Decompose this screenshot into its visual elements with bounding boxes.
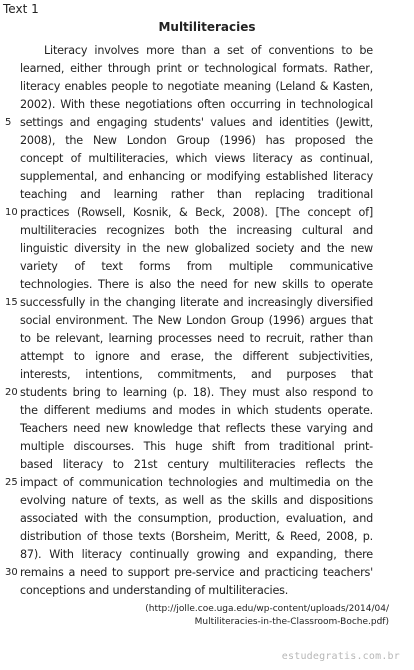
text-line: conceptions and understanding of multiliteracies. (20, 584, 289, 597)
text-line: 87). With literacy continually growing and expanding, there (20, 548, 373, 561)
text-number-label: Text 1 (3, 2, 39, 16)
text-line: students bring to learning (p. 18). They must also respond to (20, 386, 373, 399)
document-title: Multiliteracies (158, 20, 256, 34)
text-line: settings and engaging students' values and identities (Jewitt, (20, 116, 373, 129)
text-line: associated with the consumption, production, evaluation, and (20, 512, 373, 525)
text-line: impact of communication technologies and multimedia on the (20, 476, 373, 489)
text-line: literacy enables people to negotiate meaning (Leland & Kasten, (20, 80, 373, 93)
text-line: supplemental, and enhancing or modifying established literacy (20, 170, 373, 183)
line-number: 25 (5, 477, 18, 488)
source-citation-line-1: (http://jolle.coe.uga.edu/wp-content/uploads/2014/04/ (145, 604, 389, 614)
line-number: 5 (5, 117, 12, 128)
text-line: Teachers need new knowledge that reflects these varying and (20, 422, 373, 435)
source-citation-line-2: Multiliteracies-in-the-Classroom-Boche.pdf) (194, 617, 389, 627)
text-line: evolving nature of texts, as well as the skills and dispositions (20, 494, 373, 507)
line-number: 10 (5, 207, 18, 218)
line-number: 15 (5, 297, 18, 308)
text-line: distribution of those texts (Borsheim, Meritt, & Reed, 2008, p. (20, 530, 373, 543)
text-line: 2008), the New London Group (1996) has proposed the (20, 134, 373, 147)
text-line: multiliteracies recognizes both the increasing cultural and (20, 224, 373, 237)
text-line: linguistic diversity in the new globalized society and the new (20, 242, 373, 255)
watermark: estudegratis.com.br (281, 651, 400, 662)
text-line: to be relevant, learning processes need to recruit, rather than (20, 332, 373, 345)
text-line: remains a need to support pre-service and practicing teachers' (20, 566, 373, 579)
text-line: multiple discourses. This huge shift from traditional print- (20, 440, 373, 453)
text-line: the different mediums and modes in which students operate. (20, 404, 373, 417)
text-line: learned, either through print or technological formats. Rather, (20, 62, 373, 75)
text-line: Literacy involves more than a set of conventions to be (44, 44, 373, 57)
text-line: teaching and learning rather than replacing traditional (20, 188, 373, 201)
line-number: 30 (5, 567, 18, 578)
text-line: technologies. There is also the need for new skills to operate (20, 278, 373, 291)
line-number: 20 (5, 387, 18, 398)
text-line: attempt to ignore and erase, the different subjectivities, (20, 350, 373, 363)
text-line: practices (Rowsell, Kosnik, & Beck, 2008). [The concept of] (20, 206, 373, 219)
text-line: social environment. The New London Group (1996) argues that (20, 314, 373, 327)
text-line: variety of text forms from multiple communicative (20, 260, 373, 273)
text-line: successfully in the changing literate and increasingly diversified (20, 296, 373, 309)
text-line: 2002). With these negotiations often occurring in technological (20, 98, 373, 111)
text-line: based literacy to 21st century multiliteracies reflects the (20, 458, 373, 471)
text-line: concept of multiliteracies, which views literacy as continual, (20, 152, 373, 165)
text-line: interests, intentions, commitments, and purposes that (20, 368, 373, 381)
